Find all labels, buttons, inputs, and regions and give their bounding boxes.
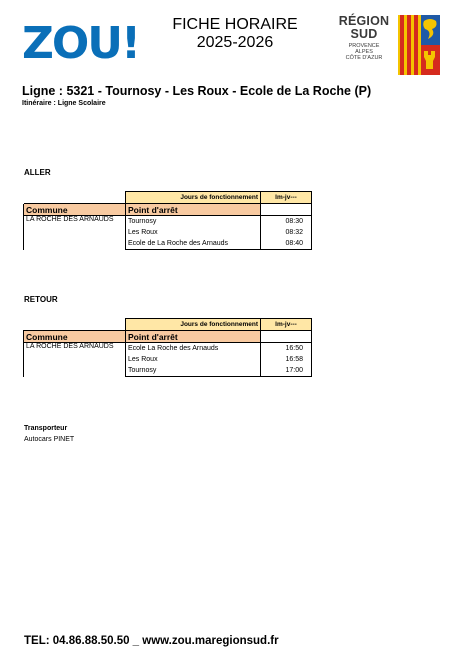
itineraire-label: Itinéraire : Ligne Scolaire: [22, 100, 106, 107]
retour-jours-header: Jours de fonctionnement: [126, 319, 261, 331]
region-sud-logo: [330, 15, 440, 75]
retour-stop-time: 17:00: [261, 365, 312, 377]
fiche-title: [160, 16, 310, 52]
aller-stop-point: Les Roux: [126, 227, 261, 238]
retour-label: RETOUR: [24, 295, 58, 304]
footer-contact: TEL: 04.86.88.50.50 _ www.zou.maregionsud.fr: [24, 635, 279, 647]
region-alpes: ALPES: [355, 49, 373, 56]
retour-stop-time: 16:58: [261, 354, 312, 365]
retour-commune: LA ROCHE DES ARNAUDS: [24, 343, 126, 377]
aller-jours-header: Jours de fonctionnement: [126, 192, 261, 204]
transporteur-name: Autocars PINET: [24, 436, 75, 443]
retour-code-header: lm-jv---: [261, 319, 312, 331]
zou-logo-text: ZOU!: [22, 18, 140, 64]
aller-stop-time: 08:32: [261, 227, 312, 238]
aller-label: ALLER: [24, 168, 51, 177]
aller-stop-point: Ecole de La Roche des Arnauds: [126, 238, 261, 250]
aller-table: [23, 191, 312, 250]
zou-logo: [22, 18, 154, 64]
aller-commune-header: Commune: [24, 204, 126, 216]
ligne-title: Ligne : 5321 - Tournosy - Les Roux - Ecole de La Roche (P): [22, 84, 372, 98]
aller-stop-time: 08:30: [261, 216, 312, 228]
region-logo-text: [330, 15, 398, 62]
retour-point-header: Point d'arrêt: [126, 331, 261, 343]
retour-commune-header: Commune: [24, 331, 126, 343]
retour-stop-point: Ecole La Roche des Arnauds: [126, 343, 261, 355]
fiche-title-year: 2025-2026: [196, 34, 274, 51]
region-coat-of-arms-icon: [398, 15, 440, 75]
retour-header-blank: [24, 319, 126, 331]
aller-time-header: [261, 204, 312, 216]
retour-table: [23, 318, 312, 377]
region-word: RÉGION: [338, 14, 390, 28]
region-sud-word: SUD: [350, 27, 378, 41]
table-row: [24, 343, 312, 355]
aller-code-header: lm-jv---: [261, 192, 312, 204]
retour-stop-point: Les Roux: [126, 354, 261, 365]
transporteur-label: Transporteur: [24, 425, 68, 432]
aller-header-blank: [24, 192, 126, 204]
retour-stop-point: Tournosy: [126, 365, 261, 377]
retour-stop-time: 16:50: [261, 343, 312, 355]
table-row: [24, 216, 312, 228]
region-cote-azur: CÔTE D'AZUR: [345, 55, 383, 62]
aller-stop-point: Tournosy: [126, 216, 261, 228]
fiche-title-line1: FICHE HORAIRE: [172, 16, 298, 33]
aller-stop-time: 08:40: [261, 238, 312, 250]
aller-point-header: Point d'arrêt: [126, 204, 261, 216]
region-provence: PROVENCE: [348, 43, 380, 49]
aller-commune: LA ROCHE DES ARNAUDS: [24, 216, 126, 250]
retour-time-header: [261, 331, 312, 343]
